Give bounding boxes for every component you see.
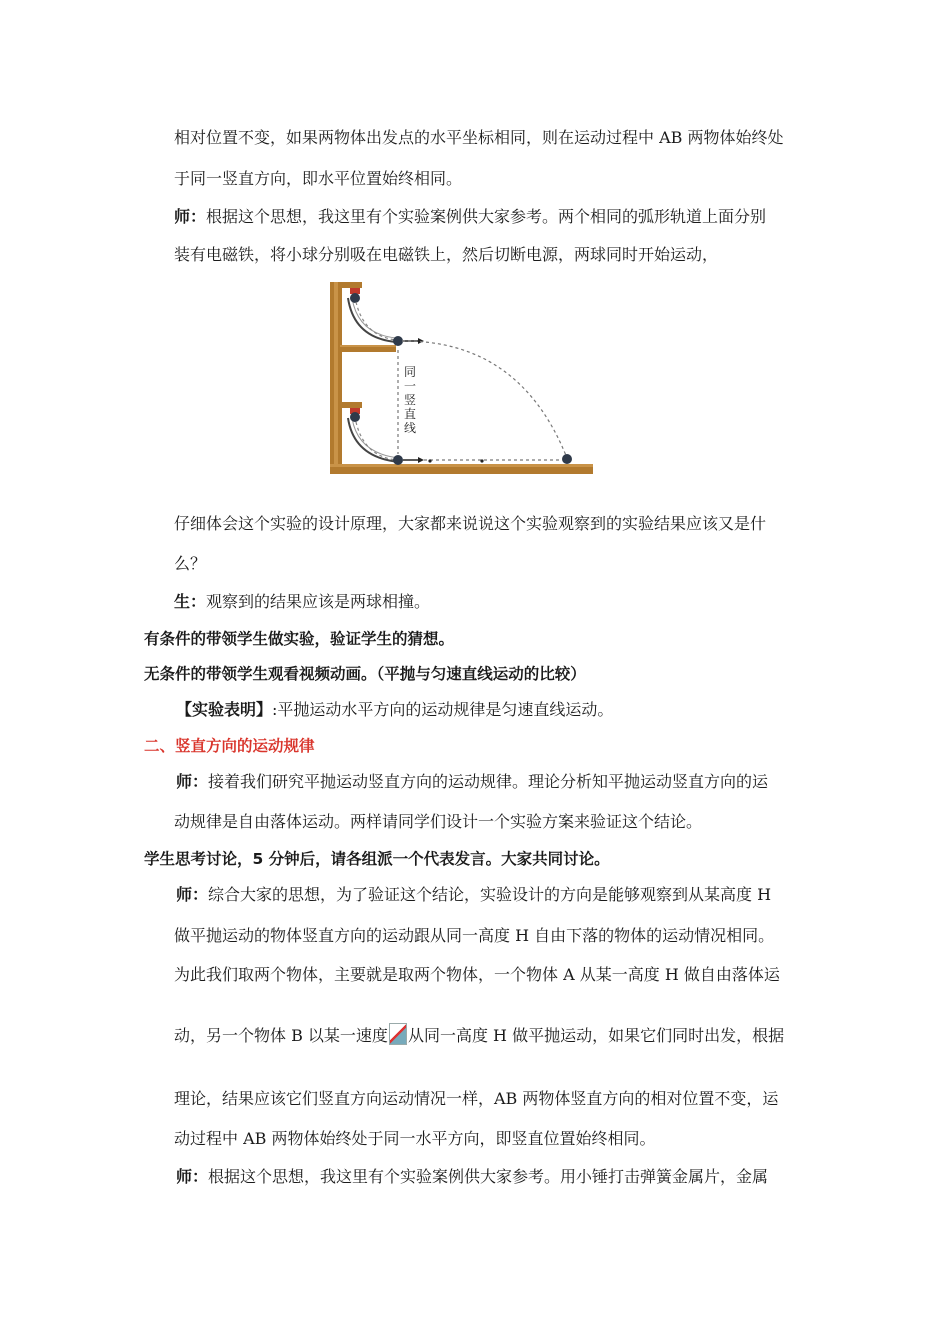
paragraph-line: 么？ — [174, 554, 207, 573]
speaker-label: 师： — [176, 885, 209, 904]
paragraph-line: 装有电磁铁，将小球分别吸在电磁铁上，然后切断电源，两球同时开始运动， — [174, 245, 719, 264]
top-shelf — [340, 282, 362, 288]
vertical-label-char: 同 — [403, 365, 417, 379]
experiment-figure — [330, 280, 595, 478]
paragraph-text: 接着我们研究平抛运动竖直方向的运动规律。理论分析知平抛运动竖直方向的运 — [208, 772, 769, 791]
paragraph-line: 动过程中 AB 两物体始终处于同一水平方向，即竖直位置始终相同。 — [174, 1129, 656, 1148]
speaker-label: 师： — [174, 207, 207, 226]
paragraph-text: 根据这个思想，我这里有个实验案例供大家参考。两个相同的弧形轨道上面分别 — [206, 207, 767, 226]
middle-shelf — [340, 402, 362, 408]
paragraph-line: 于同一竖直方向，即水平位置始终相同。 — [174, 169, 463, 188]
paragraph-line: 理论，结果应该它们竖直方向运动情况一样，AB 两物体竖直方向的相对位置不变，运 — [174, 1089, 779, 1108]
track-apparatus-diagram — [330, 280, 595, 478]
paragraph-line: 相对位置不变，如果两物体出发点的水平坐标相同，则在运动过程中 AB 两物体始终处 — [174, 128, 784, 147]
vertical-label-char: 竖 — [403, 393, 417, 407]
lower-arc-track — [348, 418, 400, 462]
paragraph-line — [176, 771, 768, 793]
vertical-label-char: 直 — [403, 407, 417, 421]
ball-lower-launch — [393, 455, 403, 465]
paragraph-line: 动规律是自由落体运动。两样请同学们设计一个实验方案来验证这个结论。 — [174, 812, 703, 831]
bold-note: 学生思考讨论，5 分钟后，请各组派一个代表发言。大家共同讨论。 — [144, 850, 610, 868]
bold-note: 无条件的带领学生观看视频动画。（平抛与匀速直线运动的比较） — [144, 665, 586, 683]
speaker-label: 师： — [176, 772, 209, 791]
vertical-label-char: 线 — [403, 421, 417, 435]
paragraph-line — [174, 1023, 784, 1047]
vertical-label-char: 一 — [403, 379, 417, 393]
bold-note: 有条件的带领学生做实验，验证学生的猜想。 — [144, 630, 455, 648]
paragraph-line — [174, 206, 766, 228]
upper-arc-track — [348, 298, 396, 342]
section-heading: 二、竖直方向的运动规律 — [144, 737, 315, 755]
paragraph-text: :平抛运动水平方向的运动规律是匀速直线运动。 — [272, 700, 614, 719]
paragraph-line — [176, 1166, 768, 1188]
paragraph-text: 从同一高度 H 做平抛运动，如果它们同时出发，根据 — [407, 1026, 785, 1045]
projectile-path — [402, 341, 567, 458]
paragraph-text: 综合大家的思想，为了验证这个结论，实验设计的方向是能够观察到从某高度 H — [208, 885, 772, 904]
paragraph-line: 仔细体会这个实验的设计原理，大家都来说说这个实验观察到的实验结果应该又是什 — [174, 514, 767, 533]
speaker-label: 师： — [176, 1167, 209, 1186]
paragraph-text: 动，另一个物体 B 以某一速度 — [174, 1026, 388, 1045]
broken-image-icon — [389, 1023, 407, 1045]
ball-upper-launch — [393, 336, 403, 346]
speaker-label: 生： — [174, 592, 207, 611]
paragraph-text: 观察到的结果应该是两球相撞。 — [206, 592, 431, 611]
paragraph-line: 做平抛运动的物体竖直方向的运动跟从同一高度 H 自由下落的物体的运动情况相同。 — [174, 926, 775, 945]
paragraph-text: 根据这个思想，我这里有个实验案例供大家参考。用小锤打击弹簧金属片，金属 — [208, 1167, 769, 1186]
paragraph-line: 为此我们取两个物体，主要就是取两个物体，一个物体 A 从某一高度 H 做自由落体运 — [174, 965, 780, 984]
experiment-result-label: 【实验表明】 — [176, 700, 273, 719]
paragraph-line — [176, 884, 771, 906]
ball-top-start — [350, 293, 360, 303]
ball-collision — [562, 454, 572, 464]
paragraph-line — [174, 591, 430, 613]
paragraph-line — [176, 699, 613, 721]
ball-bottom-start — [350, 412, 360, 422]
